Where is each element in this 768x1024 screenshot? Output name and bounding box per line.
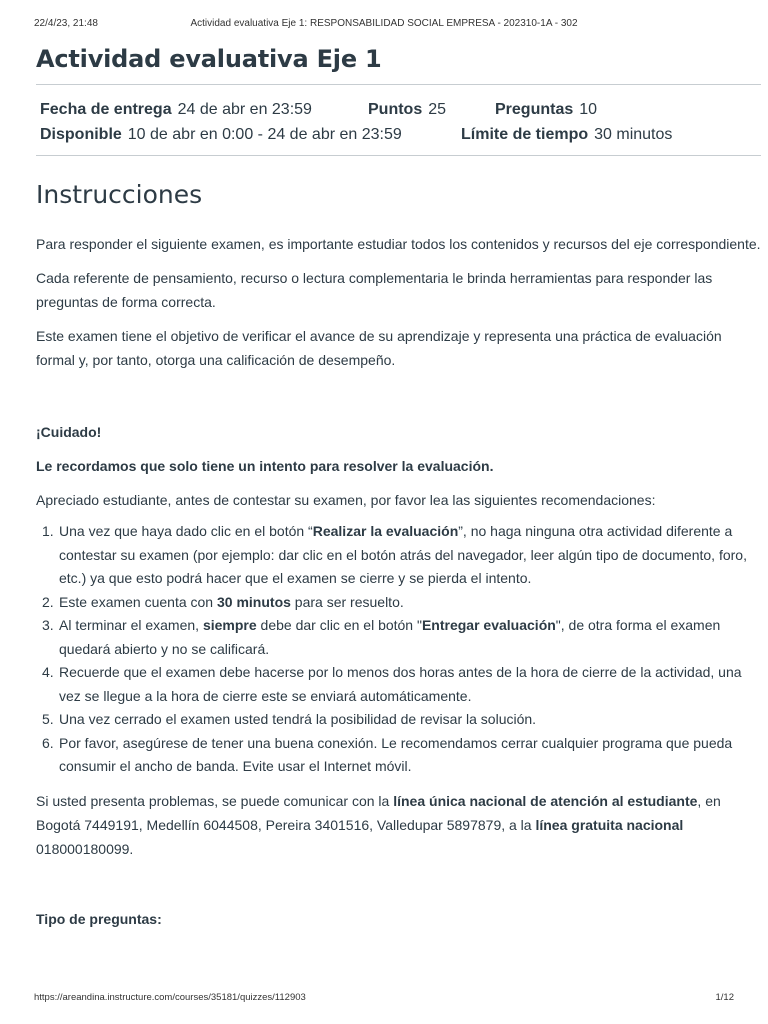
list-item-emphasis: Realizar la evaluación <box>312 523 459 539</box>
instructions-paragraph: Cada referente de pensamiento, recurso o lectura complementaria le brinda herramientas para responder las preguntas de forma correcta. <box>36 270 713 310</box>
recommendations-intro: Apreciado estudiante, antes de contestar su examen, por favor lea las siguientes recomendaciones: <box>36 492 656 508</box>
list-item <box>36 520 761 591</box>
list-item-text: Una vez cerrado el examen usted tendrá la posibilidad de revisar la solución. <box>59 711 537 727</box>
print-document-title: Actividad evaluativa Eje 1: RESPONSABILIDAD SOCIAL EMPRESA - 202310-1A - 302 <box>190 18 578 29</box>
list-item-number: 4. <box>42 664 54 680</box>
instructions-paragraph: Para responder el siguiente examen, es importante estudiar todos los contenidos y recursos del eje correspondiente. <box>36 236 761 252</box>
points-value: 25 <box>428 101 447 118</box>
list-item-text: Este examen cuenta con <box>59 593 217 610</box>
print-footer <box>34 992 734 1006</box>
list-item-text: Recuerde que el examen debe hacerse por lo menos dos horas antes de la hora de cierre de la actividad, una vez se llegue a la hora de cierre este se enviará automáticamente. <box>59 664 742 704</box>
quiz-details <box>36 85 761 155</box>
questions-value: 10 <box>579 101 598 118</box>
list-item-number: 2. <box>42 593 54 610</box>
list-item-number: 6. <box>42 734 54 751</box>
instructions-paragraph: Este examen tiene el objetivo de verificar el avance de su aprendizaje y representa una práctica de evaluación formal y, por tanto, otorga una calificación de desempeño. <box>36 328 722 368</box>
print-date: 22/4/23, 21:48 <box>34 18 98 29</box>
list-item-emphasis: siempre <box>202 617 257 633</box>
list-item-text: Al terminar el examen, <box>59 617 203 633</box>
contact-text: , en Bogotá 7449191, Medellín 6044508, Pereira 3401516, Valledupar 5897879, a la <box>36 792 721 833</box>
support-contact <box>36 789 761 861</box>
questions <box>495 101 597 119</box>
quiz-title: Actividad evaluativa Eje 1 <box>36 45 382 73</box>
questions-label: Preguntas <box>495 101 574 118</box>
list-item <box>36 661 761 708</box>
attempt-reminder: Le recordamos que solo tiene un intento para resolver la evaluación. <box>36 458 494 474</box>
list-item-text: Por favor, asegúrese de tener una buena conexión. Le recomendamos cerrar cualquier programa que pueda consumir el ancho de banda. Evite usar el Internet móvil. <box>59 734 733 774</box>
list-item-emphasis: Entregar evaluación <box>421 617 556 633</box>
print-header <box>34 18 734 32</box>
list-item-number: 1. <box>42 523 54 539</box>
contact-text: Si usted presenta problemas, se puede comunicar con la <box>36 792 394 809</box>
due-date <box>40 101 312 119</box>
list-item-number: 5. <box>42 711 54 727</box>
points-label: Puntos <box>368 101 423 118</box>
print-url: https://areandina.instructure.com/courses/35181/quizzes/112903 <box>34 992 306 1003</box>
list-item-number: 3. <box>42 617 54 633</box>
due-date-label: Fecha de entrega <box>40 101 172 118</box>
page-number: 1/12 <box>715 992 734 1003</box>
list-item-text: para ser resuelto. <box>290 593 404 610</box>
list-item-text: ”, no haga ninguna otra actividad diferente a contestar su examen (por ejemplo: dar clic en el botón atrás del navegador, leer algún tipo de documento, foro, etc.) ya que esto podrá hacer que el examen se cierre y se pierda el intento. <box>59 523 747 586</box>
recommendations-list <box>36 520 761 779</box>
list-item-text: debe dar clic en el botón " <box>256 617 422 633</box>
list-item-emphasis: 30 minutos <box>217 593 291 610</box>
time-limit-label: Límite de tiempo <box>461 126 589 143</box>
available <box>40 126 402 144</box>
contact-text: 018000180099. <box>36 840 134 857</box>
list-item <box>36 591 761 615</box>
contact-emphasis: línea gratuita nacional <box>535 816 684 833</box>
list-item <box>36 708 761 732</box>
list-item <box>36 614 761 661</box>
list-item-text: Una vez que haya dado clic en el botón “ <box>59 523 313 539</box>
question-types-heading: Tipo de preguntas: <box>36 910 162 927</box>
instructions-heading: Instrucciones <box>36 180 203 209</box>
time-limit <box>461 126 672 144</box>
available-value: 10 de abr en 0:00 - 24 de abr en 23:59 <box>127 126 402 143</box>
due-date-value: 24 de abr en 23:59 <box>177 101 312 118</box>
list-item <box>36 732 761 779</box>
available-label: Disponible <box>40 126 122 143</box>
points <box>368 101 446 119</box>
divider-bottom <box>36 155 761 156</box>
caution-heading: ¡Cuidado! <box>36 424 102 440</box>
time-limit-value: 30 minutos <box>594 126 673 143</box>
quiz-content <box>36 40 761 931</box>
contact-emphasis: línea única nacional de atención al estudiante <box>393 792 698 809</box>
list-item-text: ", de otra forma el examen quedará abierto y no se calificará. <box>59 617 721 657</box>
